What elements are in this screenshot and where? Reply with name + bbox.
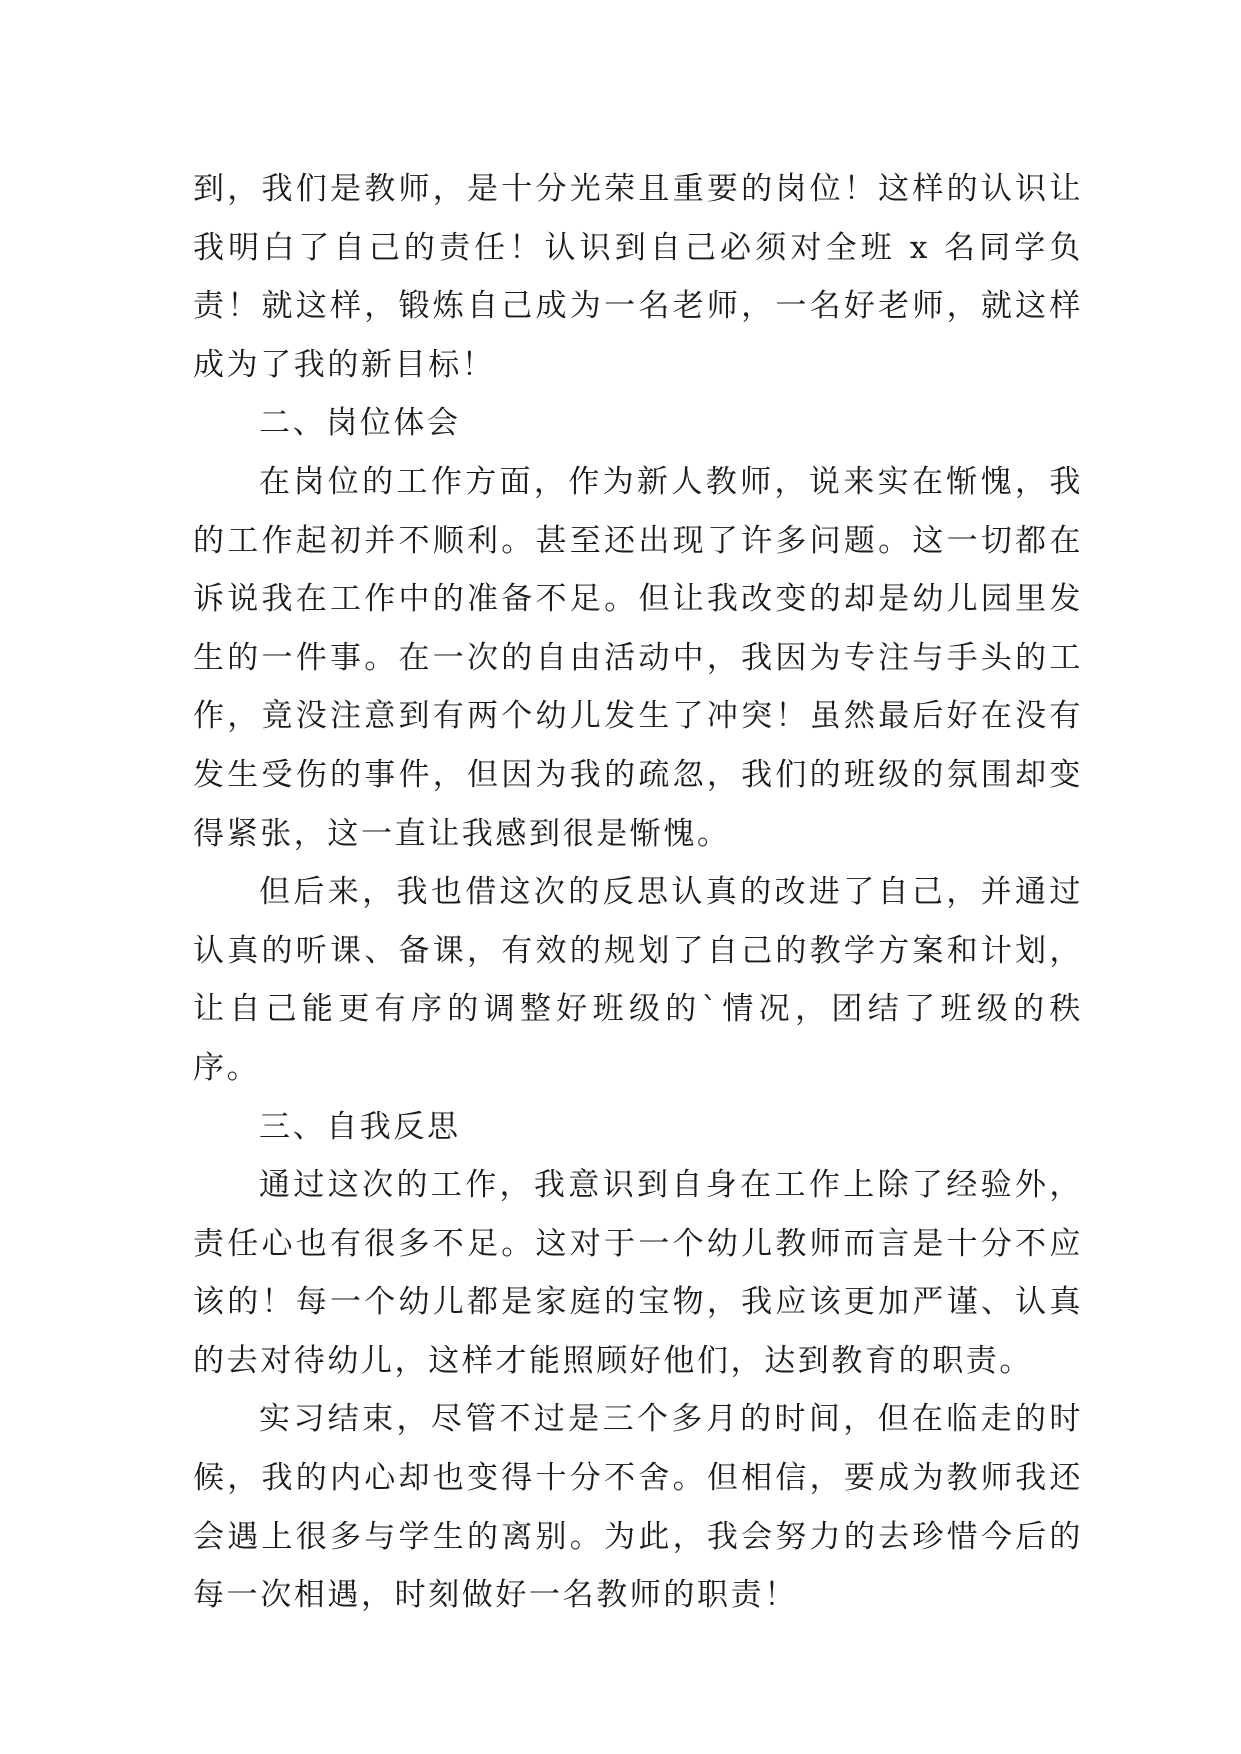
section-heading-self-reflection: 三、自我反思 xyxy=(259,1108,461,1145)
paragraph-reflection: 通过这次的工作，我意识到自身在工作上除了经验外，责任心也有很多不足。这对于一个幼儿教师而言是十分不应该的！每一个幼儿都是家庭的宝物，我应该更加严谨、认真的去对待幼儿，这样才能照顾好他们，达到教育的职责。 xyxy=(193,1167,1083,1379)
paragraph-continued: 到，我们是教师，是十分光荣且重要的岗位！这样的认识让我明白了自己的责任！认识到自己必须对全班 x 名同学负责！就这样，锻炼自己成为一名老师，一名好老师，就这样成为了我的新目标！ xyxy=(193,171,1083,383)
paragraph-conclusion: 实习结束，尽管不过是三个多月的时间，但在临走的时候，我的内心却也变得十分不舍。但相信，要成为教师我还会遇上很多与学生的离别。为此，我会努力的去珍惜今后的每一次相遇，时刻做好一名教师的职责！ xyxy=(193,1401,1083,1614)
document-body xyxy=(193,160,1083,1625)
paragraph-work-experience: 在岗位的工作方面，作为新人教师，说来实在惭愧，我的工作起初并不顺利。甚至还出现了许多问题。这一切都在诉说我在工作中的准备不足。但让我改变的却是幼儿园里发生的一件事。在一次的自由活动中，我因为专注与手头的工作，竟没注意到有两个幼儿发生了冲突！虽然最后好在没有发生受伤的事件，但因为我的疏忽，我们的班级的氛围却变得紧张，这一直让我感到很是惭愧。 xyxy=(193,463,1083,852)
paragraph-improvement: 但后来，我也借这次的反思认真的改进了自己，并通过认真的听课、备课，有效的规划了自己的教学方案和计划，让自己能更有序的调整好班级的`情况，团结了班级的秩序。 xyxy=(193,874,1083,1086)
section-heading-post-experience: 二、岗位体会 xyxy=(259,405,461,442)
